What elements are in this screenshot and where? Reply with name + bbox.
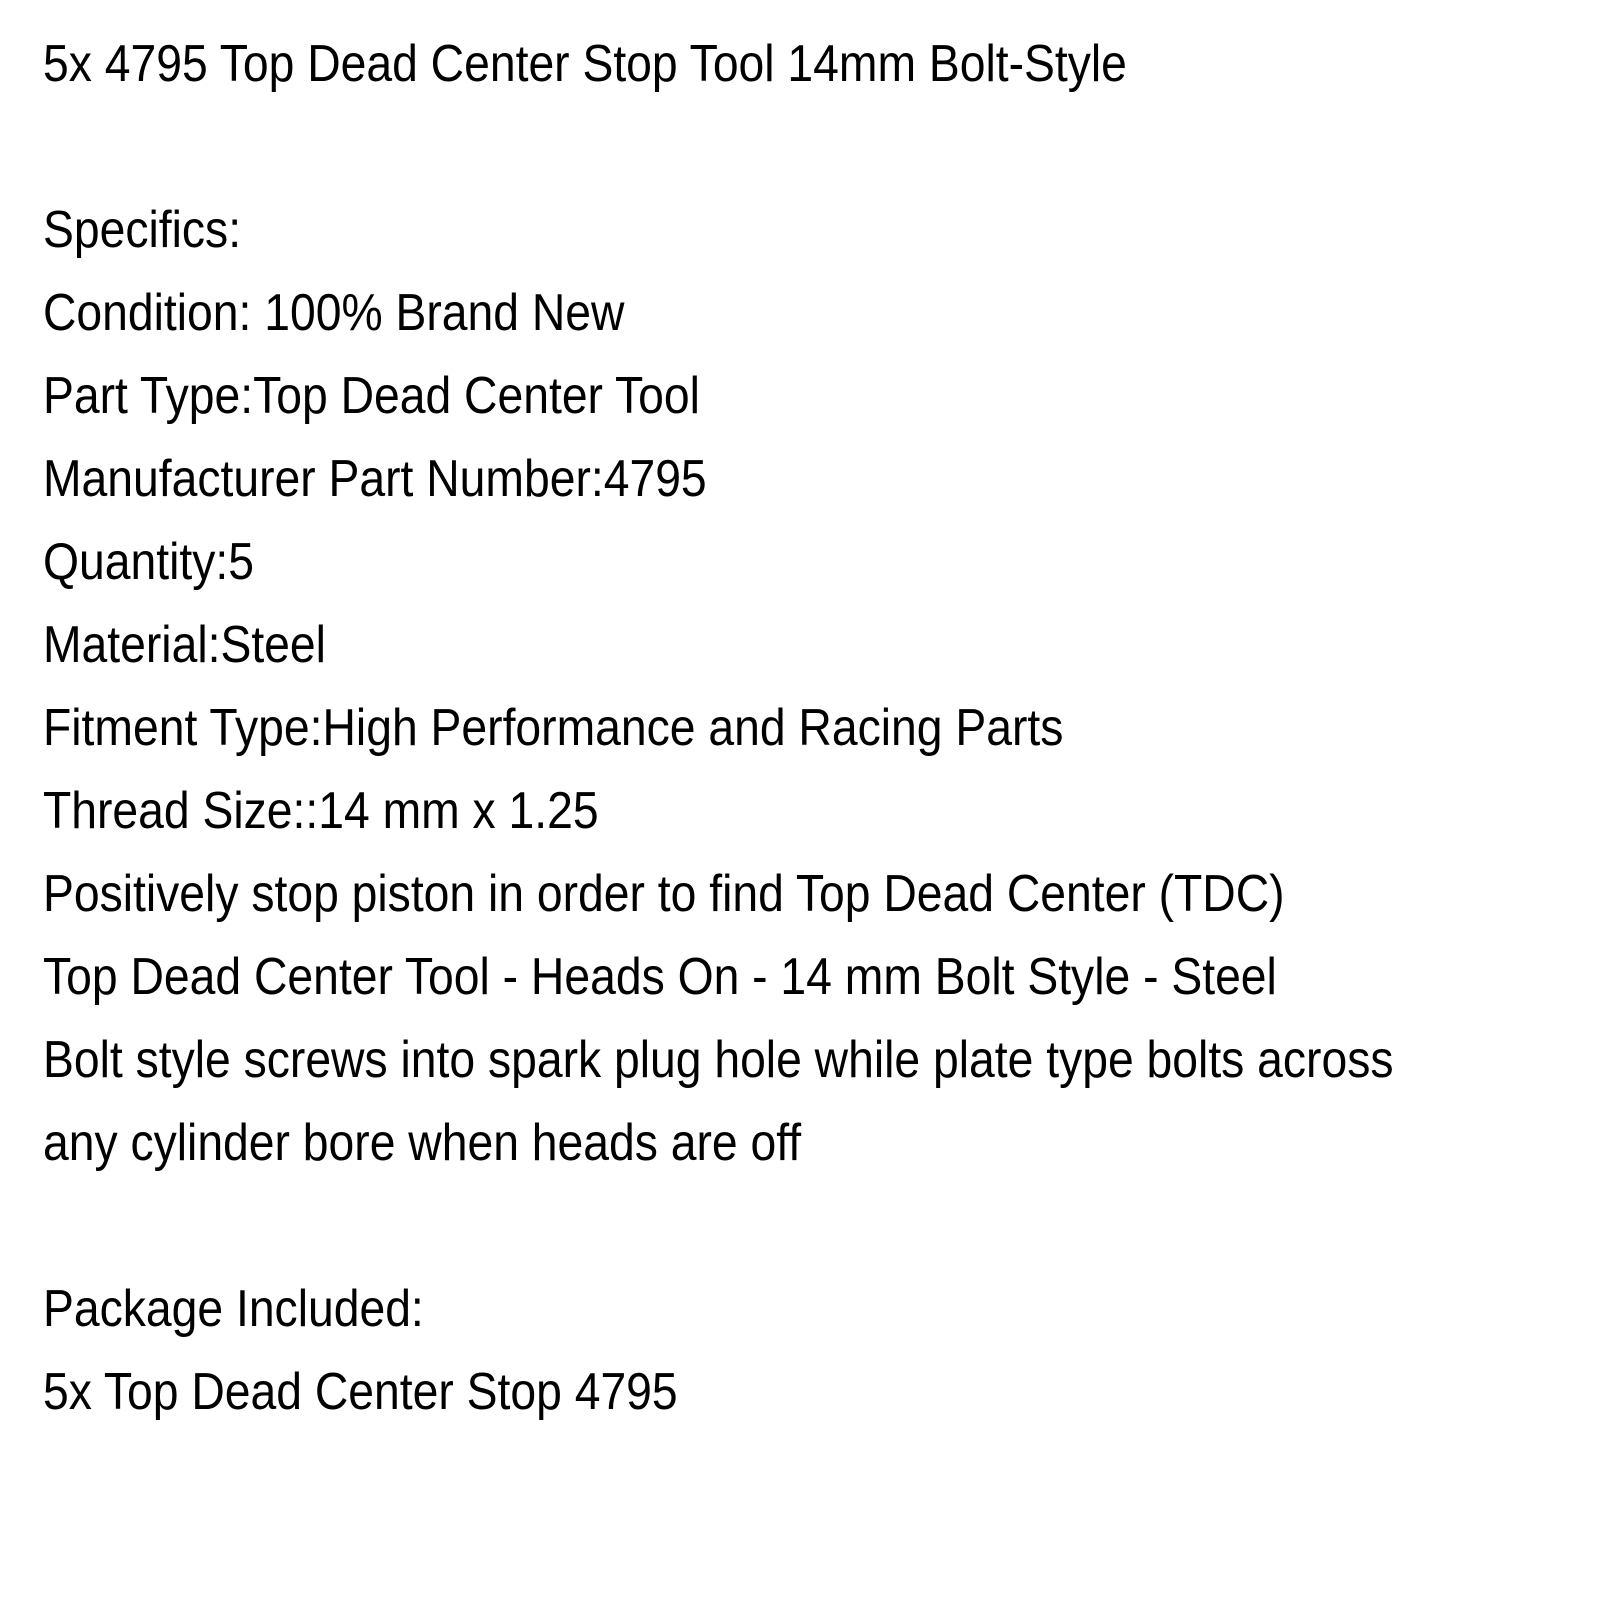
text-line: Manufacturer Part Number:4795 bbox=[43, 450, 707, 508]
text-line: Positively stop piston in order to find Top Dead Center (TDC) bbox=[43, 865, 1285, 923]
text-line: 5x Top Dead Center Stop 4795 bbox=[43, 1363, 678, 1421]
text-line: Material:Steel bbox=[43, 616, 326, 674]
text-line: Fitment Type:High Performance and Racing Parts bbox=[43, 699, 1064, 757]
text-line: Bolt style screws into spark plug hole while plate type bolts across bbox=[43, 1031, 1394, 1089]
description-content bbox=[43, 23, 1592, 1434]
text-line: Part Type:Top Dead Center Tool bbox=[43, 367, 700, 425]
text-line: Package Included: bbox=[43, 1280, 424, 1338]
blank-line bbox=[43, 1185, 1592, 1268]
text-line: Condition: 100% Brand New bbox=[43, 284, 625, 342]
text-line: Thread Size::14 mm x 1.25 bbox=[43, 782, 599, 840]
product-title: 5x 4795 Top Dead Center Stop Tool 14mm Bolt-Style bbox=[43, 35, 1127, 93]
description-lines bbox=[43, 106, 1592, 1434]
blank-line bbox=[43, 106, 1592, 189]
text-line: Specifics: bbox=[43, 201, 242, 259]
text-line: any cylinder bore when heads are off bbox=[43, 1114, 802, 1172]
text-line: Quantity:5 bbox=[43, 533, 254, 591]
text-line: Top Dead Center Tool - Heads On - 14 mm Bolt Style - Steel bbox=[43, 948, 1277, 1006]
